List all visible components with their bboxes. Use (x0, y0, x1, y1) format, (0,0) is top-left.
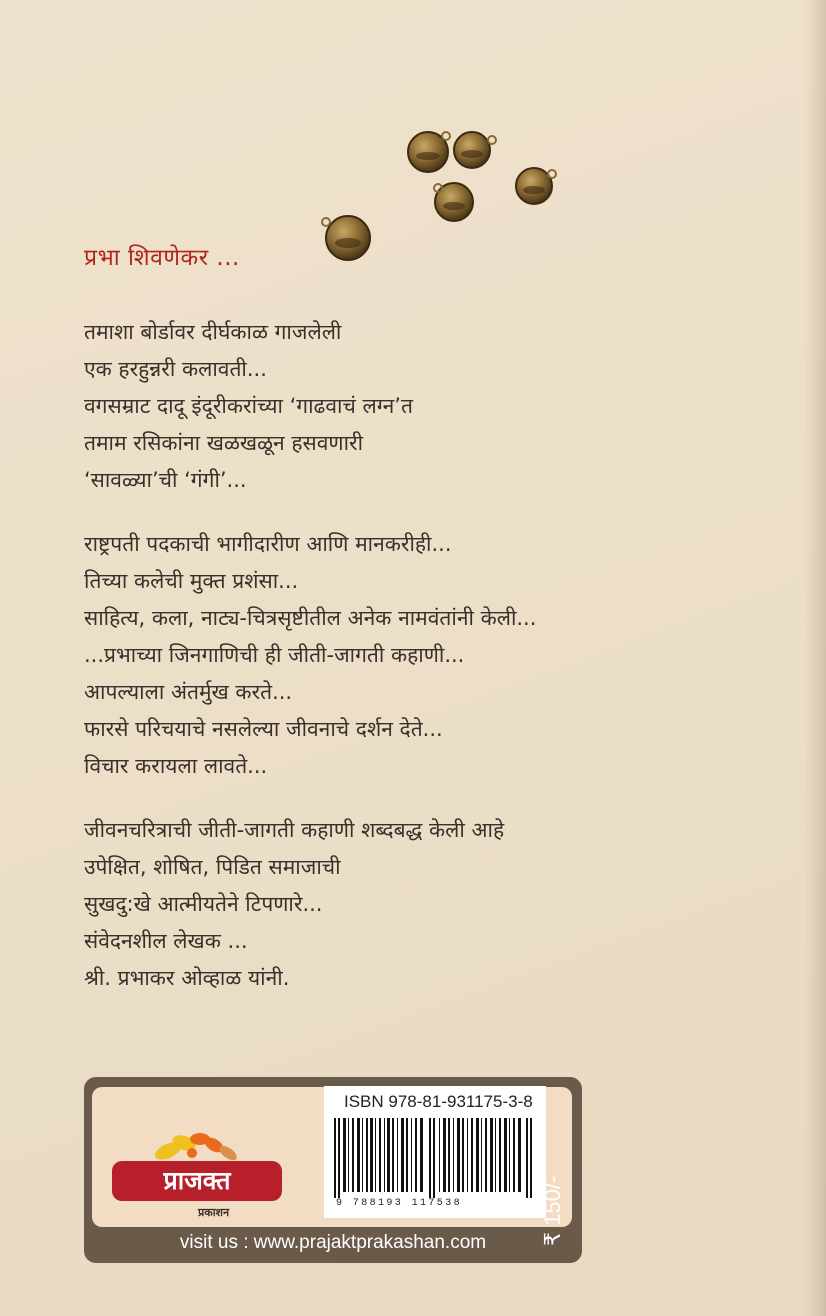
text-line: तमाम रसिकांना खळखळून हसवणारी (84, 431, 364, 455)
heading-name: प्रभा शिवणेकर ... (84, 245, 240, 271)
text-line: श्री. प्रभाकर ओव्हाळ यांनी. (84, 966, 290, 990)
text-line: सुखदु:खे आत्मीयतेने टिपणारे... (84, 892, 323, 916)
text-line: विचार करायला लावते... (84, 754, 268, 778)
ghungroo-bell-icon (434, 183, 473, 221)
text-line: ...प्रभाच्या जिनगाणिची ही जीती-जागती कहाणी... (84, 643, 465, 667)
publisher-logo (112, 1127, 292, 1217)
text-line: जीवनचरित्राची जीती-जागती कहाणी शब्दबद्ध केली आहे (84, 818, 505, 842)
ghungroo-bell-icon (516, 168, 556, 204)
paragraph-3 (84, 812, 784, 997)
text-line: ‘सावळ्या’ची ‘गंगी’... (84, 468, 247, 492)
isbn-number: ISBN 978-81-931175-3-8 (344, 1092, 533, 1111)
ghungroo-bell-icon (322, 216, 370, 260)
ghungroo-bell-icon (454, 132, 496, 168)
price-label: ₹ 150/- (540, 1175, 565, 1246)
barcode (332, 1118, 538, 1198)
text-line: संवेदनशील लेखक ... (84, 929, 248, 953)
paragraph-1 (84, 314, 784, 499)
text-line: साहित्य, कला, नाट्य-चित्रसृष्टीतील अनेक नामवंतांनी केली... (84, 606, 537, 630)
barcode-box (324, 1086, 546, 1218)
text-line: तमाशा बोर्डावर दीर्घकाळ गाजलेली (84, 320, 342, 344)
publisher-subtitle: प्रकाशन (198, 1206, 230, 1219)
publisher-name: प्राजक्त (112, 1161, 282, 1201)
text-line: फारसे परिचयाचे नसलेल्या जीवनाचे दर्शन देते... (84, 717, 443, 741)
text-line: राष्ट्रपती पदकाची भागीदारीण आणि मानकरीही... (84, 532, 452, 556)
ghungroo-bell-icon (408, 132, 450, 172)
paragraph-2 (84, 526, 784, 785)
text-line: एक हरहुन्नरी कलावती... (84, 357, 267, 381)
text-line: आपल्याला अंतर्मुख करते... (84, 680, 293, 704)
website-link[interactable]: visit us : www.prajaktprakashan.com (179, 1232, 487, 1253)
barcode-digits: 9 788193 117538 (336, 1198, 463, 1209)
text-line: तिच्या कलेची मुक्त प्रशंसा... (84, 569, 299, 593)
text-line: वगसम्राट दादू इंदूरीकरांच्या ‘गाढवाचं लग्न’त (84, 394, 413, 418)
text-line: उपेक्षित, शोषित, पिडित समाजाची (84, 855, 341, 879)
